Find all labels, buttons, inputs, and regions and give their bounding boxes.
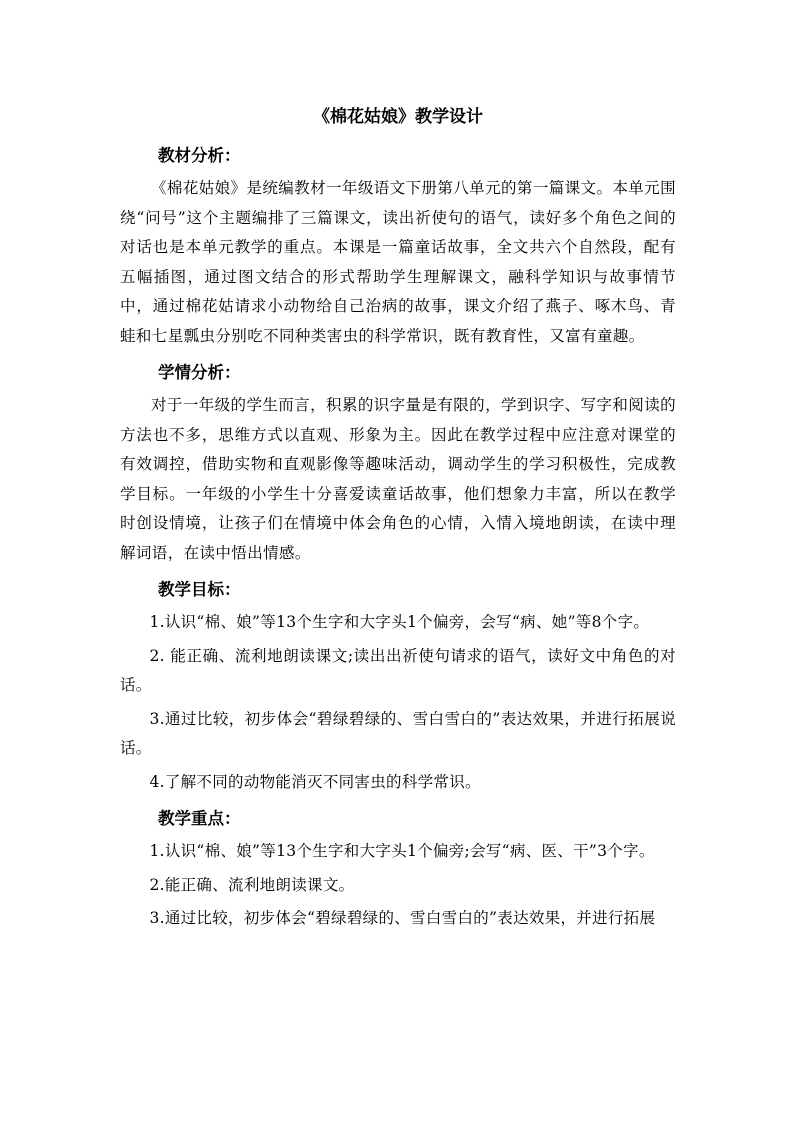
students-paragraph: 对于一年级的学生而言，积累的识字量是有限的，学到识字、写字和阅读的方法也不多，思维方式以直观、形象为主。因此在教学过程中应注意对课堂的有效调控，借助实物和直观影像等趣味活动，调动学生的学习积极性，完成教学目标。一年级的小学生十分喜爱读童话故事，他们想象力丰富，所以在教学时创设情境，让孩子们在情境中体会角色的心情，入情入境地朗读，在读中理解词语，在读中悟出情感。 — [120, 396, 676, 562]
key-point-item: 2.能正确、流利地朗读课文。 — [149, 875, 355, 894]
document-title: 《棉花姑娘》教学设计 — [313, 107, 483, 127]
goal-item: 2. 能正确、流利地朗读课文;读出出祈使句请求的语气，读好文中角色的对话。 — [120, 646, 676, 694]
section-heading-goals: 教学目标： — [158, 580, 241, 599]
goal-item: 4.了解不同的动物能消灭不同害虫的科学常识。 — [149, 772, 481, 791]
document-body — [120, 98, 676, 938]
section-heading-analysis: 教材分析： — [158, 146, 241, 165]
analysis-paragraph: 《棉花姑娘》是统编教材一年级语文下册第八单元的第一篇课文。本单元围绕“问号”这个主题编排了三篇课文，读出祈使句的语气，读好多个角色之间的对话也是本单元教学的重点。本课是一篇童话故事，全文共六个自然段，配有五幅插图，通过图文结合的形式帮助学生理解课文，融科学知识与故事情节中，通过棉花姑请求小动物给自己治病的故事，课文介绍了燕子、啄木鸟、青蛙和七星瓢虫分别吃不同种类害虫的科学常识，既有教育性，又富有童趣。 — [120, 179, 676, 345]
section-heading-key-points: 教学重点： — [158, 809, 241, 828]
goal-item: 1.认识“棉、娘”等13个生字和大字头1个偏旁，会写“病、她”等8个字。 — [149, 613, 650, 631]
key-point-item: 3.通过比较，初步体会“碧绿碧绿的、雪白雪白的”表达效果，并进行拓展 — [149, 909, 656, 927]
key-point-item: 1.认识“棉、娘”等13个生字和大字头1个偏旁;会写“病、医、干”3个字。 — [149, 842, 655, 860]
section-heading-students: 学情分析： — [158, 363, 241, 382]
goal-item: 3.通过比较，初步体会“碧绿碧绿的、雪白雪白的”表达效果，并进行拓展说话。 — [120, 709, 676, 757]
